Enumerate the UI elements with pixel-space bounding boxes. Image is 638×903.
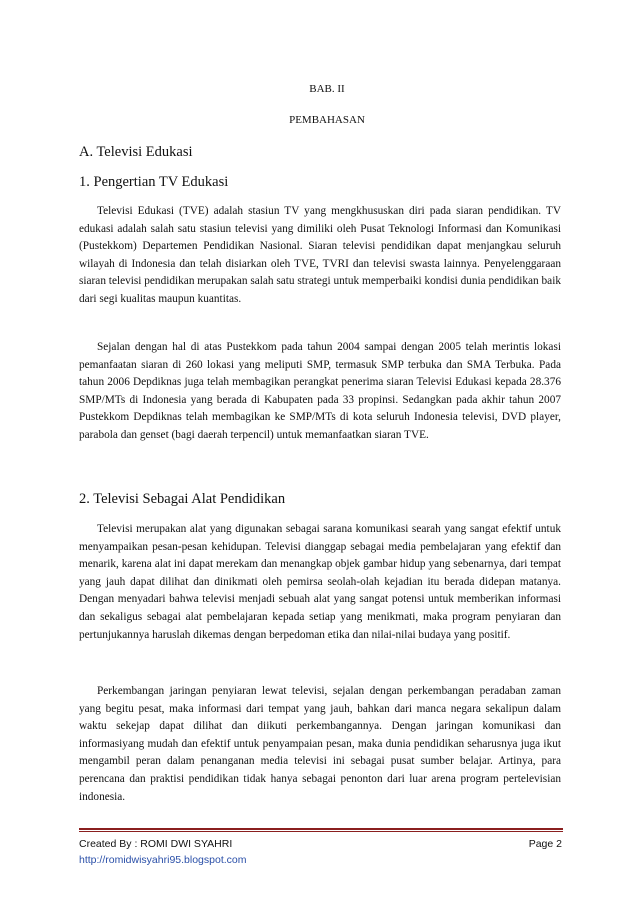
chapter-title: PEMBAHASAN xyxy=(289,114,365,126)
footer-divider xyxy=(79,828,563,830)
footer-page-number: Page 2 xyxy=(528,838,562,850)
footer-divider-thin xyxy=(79,831,563,832)
paragraph-2-2: Perkembangan jaringan penyiaran lewat televisi, sejalan dengan perkembangan peradaban zaman yang begitu pesat, maka informasi dari tempat yang jauh, bahkan dari manca negara sekalipun dalam waktu sekejap dapat dilihat dan diikuti perkembangannya. Dengan jaringan komunikasi dan informasiyang mudah dan efektif untuk penyampaian pesan, maka dunia pendidikan seharusnya juga ikut mengambil peran dalam penanganan media televisi ini sebagai pusat sumber belajar. Artinya, para perencana dan praktisi pendidikan tidak hanya sebagai penonton dari luar arena program pertelevisian indonesia. xyxy=(79,685,561,803)
footer-author: Created By : ROMI DWI SYAHRI xyxy=(79,838,233,850)
paragraph-1-2: Sejalan dengan hal di atas Pustekkom pada tahun 2004 sampai dengan 2005 telah merintis lokasi pemanfaatan siaran di 260 lokasi yang meliputi SMP, termasuk SMP terbuka dan SMA Terbuka. Pada tahun 2006 Depdiknas juga telah membagikan perangkat penerima siaran Televisi Edukasi kepada 28.376 SMP/MTs di Indonesia yang berada di Kabupaten pada 33 propinsi. Sedangkan pada akhir tahun 2007 Pustekkom Depdiknas telah membagikan ke SMP/MTs di kota seluruh Indonesia televisi, DVD player, parabola dan genset (bagi daerah terpencil) untuk memanfaatkan siaran TVE. xyxy=(79,341,561,441)
section-heading-a: A. Televisi Edukasi xyxy=(79,144,193,160)
footer-blog-link[interactable]: http://romidwisyahri95.blogspot.com xyxy=(79,854,247,866)
subsection-heading-2: 2. Televisi Sebagai Alat Pendidikan xyxy=(79,491,286,507)
chapter-number: BAB. II xyxy=(309,83,345,95)
paragraph-2-1: Televisi merupakan alat yang digunakan sebagai sarana komunikasi searah yang sangat efektif untuk menyampaikan pesan-pesan kehidupan. Televisi dianggap sebagai media pembelajaran yang efektif dan menarik, karena alat ini dapat merekam dan menangkap objek gambar hidup yang sebenarnya, dari tempat yang jauh dapat dilihat dan dinikmati oleh pemirsa seolah-olah kejadian itu berada didepan matanya. Dengan menyadari bahwa televisi menjadi sebuah alat yang sangat potensi untuk memberikan informasi dan sekaligus sebagai alat pembelajaran kepada setiap yang menikmati, maka program penyiaran dan pertunjukannya haruslah dikemas dengan berpedoman etika dan nilai-nilai budaya yang positif. xyxy=(79,523,561,641)
paragraph-1-1: Televisi Edukasi (TVE) adalah stasiun TV yang mengkhususkan diri pada siaran pendidikan. TV edukasi adalah salah satu stasiun televisi yang dimiliki oleh Pusat Teknologi Informasi dan Komunikasi (Pustekkom) Departemen Pendidikan Nasional. Siaran televisi pendidikan dapat menjangkau seluruh wilayah di Indonesia dan telah disiarkan oleh TVE, TVRI dan televisi swasta lainnya. Penyelenggaraan siaran televisi pendidikan merupakan salah satu strategi untuk memperbaiki kondisi dunia pendidikan baik dari segi kualitas maupun kuantitas. xyxy=(79,205,561,305)
subsection-heading-1: 1. Pengertian TV Edukasi xyxy=(79,174,229,190)
